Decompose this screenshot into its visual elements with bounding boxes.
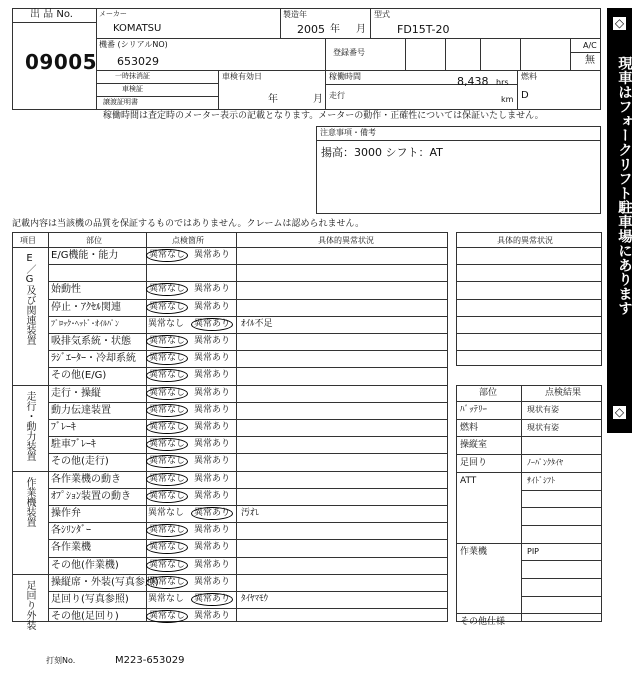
results-row-part: ATT xyxy=(460,475,477,486)
table-row-part: ﾗｼﾞｴｰﾀｰ・冷却系統 xyxy=(51,353,136,365)
year-label: 製造年 xyxy=(283,10,307,19)
maker-value: KOMATSU xyxy=(113,23,162,34)
inspection-date-label: 車検有効日 xyxy=(222,72,262,81)
maker-label: メーカー xyxy=(99,10,127,18)
mileage-label: 走行 xyxy=(329,91,345,100)
table-row-part: ﾌﾞﾛｯｸ･ﾍｯﾄﾞ･ｵｲﾙﾊﾟﾝ xyxy=(51,318,119,328)
check-abnormal: 異常あり xyxy=(194,387,231,398)
check-abnormal: 異常あり xyxy=(194,336,231,346)
km-unit: km xyxy=(501,95,514,104)
results-panel xyxy=(456,385,602,622)
col-item: 項目 xyxy=(20,236,36,245)
check-normal: 異常なし xyxy=(146,455,188,468)
results-row-value: ﾉｰﾊﾟﾝｸﾀｲﾔ xyxy=(527,458,563,468)
group-label: 作業機装置 xyxy=(24,476,35,527)
check-abnormal: 異常あり xyxy=(191,593,233,606)
check-abnormal: 異常あり xyxy=(194,559,231,570)
group-label: 足回り外装 xyxy=(24,579,35,630)
detail-panel-title: 具体的異常状況 xyxy=(497,236,553,245)
table-row-part: 各作業機の動き xyxy=(51,473,121,485)
check-abnormal: 異常あり xyxy=(194,542,231,553)
check-abnormal: 異常あり xyxy=(194,301,231,312)
check-abnormal: 異常あり xyxy=(191,507,233,520)
check-normal: 異常なし xyxy=(146,404,188,417)
fuel-label: 燃料 xyxy=(521,72,537,81)
banner-text: 現車はフォークリフト駐車場にあります xyxy=(616,56,632,316)
reg-label: 登録番号 xyxy=(333,48,365,57)
check-normal: 異常なし xyxy=(146,576,188,589)
check-normal: 異常なし xyxy=(146,369,188,382)
check-normal: 異常なし xyxy=(146,352,188,365)
check-normal: 異常なし xyxy=(146,490,188,503)
check-abnormal: 異常あり xyxy=(194,576,231,587)
table-row-part: その他(E/G) xyxy=(51,370,107,382)
check-normal: 異常なし xyxy=(146,301,188,314)
serial-value: 653029 xyxy=(117,55,159,68)
check-abnormal: 異常あり xyxy=(194,439,231,450)
stamp-value: M223-653029 xyxy=(115,655,185,666)
location-banner xyxy=(607,8,632,433)
check-abnormal: 異常あり xyxy=(191,318,233,331)
inspection-year-unit: 年 xyxy=(268,94,278,105)
col-part: 部位 xyxy=(86,236,102,245)
check-normal: 異常なし xyxy=(146,610,188,623)
stamp-label: 打刻No. xyxy=(46,656,76,665)
check-abnormal: 異常あり xyxy=(194,370,231,381)
results-row-part: 燃料 xyxy=(460,422,479,433)
col-detail: 具体的異常状況 xyxy=(318,236,374,245)
remarks-label: 注意事項・備考 xyxy=(320,128,376,137)
table-row-part: その他(走行) xyxy=(51,456,109,468)
results-row-part: 作業機 xyxy=(460,546,488,557)
check-abnormal: 異常あり xyxy=(194,284,231,295)
table-row-part: 始動性 xyxy=(51,284,81,296)
group-label: 走行・動力装置 xyxy=(24,390,35,461)
table-row-part: 操作弁 xyxy=(51,508,81,519)
check-normal: 異常なし xyxy=(148,594,185,604)
table-row-part: 吸排気系統・状態 xyxy=(51,336,131,347)
check-abnormal: 異常あり xyxy=(194,473,231,484)
table-row-part: 各ｼﾘﾝﾀﾞｰ xyxy=(51,525,91,537)
check-normal: 異常なし xyxy=(146,473,188,486)
check-normal: 異常なし xyxy=(148,508,185,518)
check-normal: 異常なし xyxy=(146,541,188,554)
hours-notice: 稼働時間は査定時のメーター表示の記載となります。メーターの動作・正確性については保証いたしません。 xyxy=(103,111,544,121)
check-normal: 異常なし xyxy=(146,559,188,572)
model-label: 型式 xyxy=(374,10,390,19)
group-label: E／G及び関連装置 xyxy=(24,253,35,345)
vehicle-cert-label: 車検証 xyxy=(122,85,143,93)
check-normal: 異常なし xyxy=(146,524,188,537)
check-abnormal: 異常あり xyxy=(194,611,231,622)
check-normal: 異常なし xyxy=(146,438,188,451)
year-unit: 年 xyxy=(330,24,340,35)
table-row-detail: 汚れ xyxy=(241,508,260,518)
transfer-cert-label: 譲渡証明書 xyxy=(103,98,138,106)
check-normal: 異常なし xyxy=(146,421,188,434)
lot-number: 09005 xyxy=(25,50,98,74)
table-row-detail: ｵｲﾙ不足 xyxy=(241,318,273,329)
results-row-part: 足回り xyxy=(460,458,488,469)
model-value: FD15T-20 xyxy=(397,23,450,36)
diamond-icon-top: ◇ xyxy=(612,16,627,31)
check-abnormal: 異常あり xyxy=(194,404,231,415)
table-row-part: 停止・ｱｸｾﾙ関連 xyxy=(51,301,121,313)
results-row-part: その他仕様 xyxy=(460,617,506,628)
results-row-value: 現状有姿 xyxy=(527,405,559,414)
hours-unit: hrs xyxy=(496,78,509,87)
table-row-part: E/G機能・能力 xyxy=(51,250,119,261)
table-row-part: 操縦席・外装(写真参照) xyxy=(51,576,159,588)
results-row-part: ﾊﾞｯﾃﾘｰ xyxy=(460,405,488,415)
check-normal: 異常なし xyxy=(146,249,188,262)
table-row-part: 各作業機 xyxy=(51,542,91,554)
month-unit: 月 xyxy=(356,24,366,35)
check-abnormal: 異常あり xyxy=(194,525,231,536)
table-row-part: 駐車ﾌﾞﾚｰｷ xyxy=(51,439,96,451)
results-col-part: 部位 xyxy=(479,388,498,398)
results-row-value: PIP xyxy=(527,546,540,556)
ac-value: 無 xyxy=(585,55,595,66)
quality-notice: 記載内容は当該機の品質を保証するものではありません。クレームは認められません。 xyxy=(12,219,365,229)
table-row-part: 動力伝達装置 xyxy=(51,404,111,416)
table-row-part: ﾌﾞﾚｰｷ xyxy=(51,422,76,433)
inspection-month-unit: 月 xyxy=(313,94,323,105)
table-row-detail: ﾀｲﾔﾏﾓｳ xyxy=(241,594,269,604)
table-row-part: その他(足回り) xyxy=(51,611,119,623)
results-col-result: 点検結果 xyxy=(545,388,582,398)
fuel-value: D xyxy=(521,90,529,101)
check-abnormal: 異常あり xyxy=(194,250,231,260)
results-row-value: ｻｲﾄﾞｼﾌﾄ xyxy=(527,475,555,485)
check-normal: 異常なし xyxy=(148,318,185,329)
diamond-icon-bottom: ◇ xyxy=(612,405,627,420)
check-abnormal: 異常あり xyxy=(194,353,231,364)
check-normal: 異常なし xyxy=(146,335,188,348)
temp-cancel-label: 一時抹消証 xyxy=(115,72,150,80)
serial-label: 機番 (シリアルNO) xyxy=(99,40,168,49)
table-row-part: ｵﾌﾟｼｮﾝ装置の動き xyxy=(51,490,131,502)
ac-label: A/C xyxy=(583,41,597,50)
year-value: 2005 xyxy=(297,23,325,36)
remarks-text: 揚高：3000 シフト：AT xyxy=(321,146,443,159)
lot-label: 出 品 No. xyxy=(30,9,73,20)
results-row-value: 現状有姿 xyxy=(527,422,559,432)
col-check: 点検箇所 xyxy=(172,236,204,245)
results-row-part: 操縦室 xyxy=(460,440,488,451)
table-row-part: 走行・操縦 xyxy=(51,387,101,399)
check-normal: 異常なし xyxy=(146,387,188,400)
check-abnormal: 異常あり xyxy=(194,456,231,467)
table-row-part: 足回り(写真参照) xyxy=(51,594,129,605)
table-row-part: その他(作業機) xyxy=(51,559,119,571)
check-abnormal: 異常あり xyxy=(194,422,231,432)
hours-label: 稼働時間 xyxy=(329,72,361,81)
hours-value: 8,438 xyxy=(457,75,489,88)
check-normal: 異常なし xyxy=(146,283,188,296)
check-abnormal: 異常あり xyxy=(194,490,231,501)
